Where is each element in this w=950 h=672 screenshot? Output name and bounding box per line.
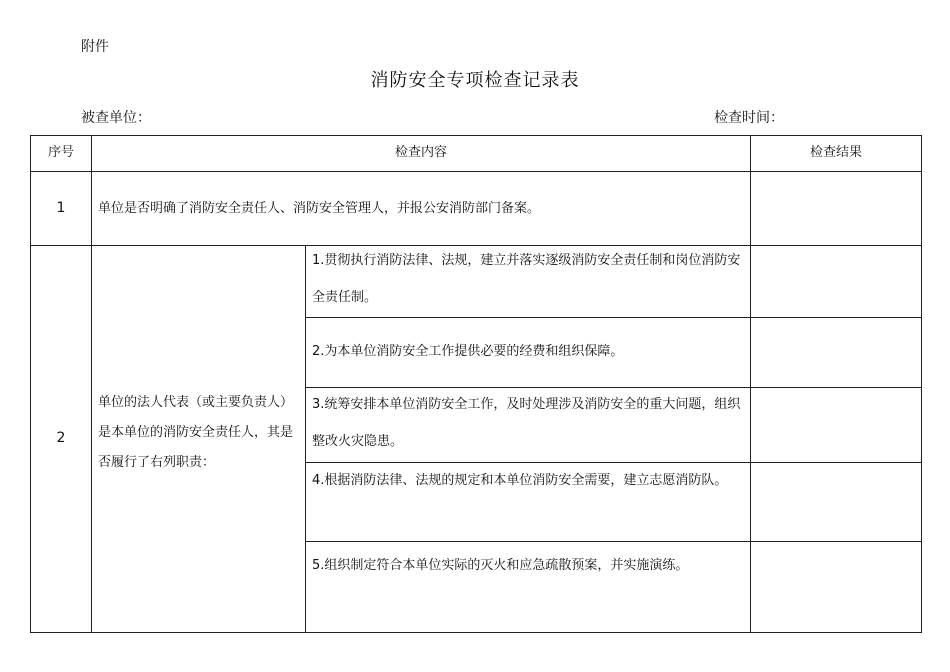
row-2-item-3-result[interactable] — [751, 388, 921, 461]
row-2-item-3: 3.统筹安排本单位消防安全工作，及时处理涉及消防安全的重大问题，组织整改火灾隐患。 — [312, 397, 741, 449]
col-header-content: 检查内容 — [394, 145, 447, 160]
row-2-item-2-result[interactable] — [751, 318, 921, 386]
col-header-seq: 序号 — [47, 145, 74, 160]
inspected-unit-label: 被查单位： — [81, 110, 151, 126]
row-2-item-5: 5.组织制定符合本单位实际的灭火和应急疏散预案，并实施演练。 — [312, 558, 689, 573]
row-2-content: 单位的法人代表（或主要负责人）是本单位的消防安全责任人，其是否履行了右列职责： — [98, 395, 294, 470]
row-2-seq: 2 — [56, 430, 66, 446]
row-1-content: 单位是否明确了消防安全责任人、消防安全管理人，并报公安消防部门备案。 — [98, 201, 541, 216]
col-header-result: 检查结果 — [809, 145, 862, 160]
inspection-time-label: 检查时间： — [714, 110, 784, 126]
row-2-item-1-result[interactable] — [751, 246, 921, 316]
attachment-label: 附件 — [81, 39, 109, 55]
page-title: 消防安全专项检查记录表 — [370, 70, 580, 91]
row-2-item-5-result[interactable] — [751, 542, 921, 631]
row-2-item-2: 2.为本单位消防安全工作提供必要的经费和组织保障。 — [312, 344, 624, 359]
row-2-item-4-result[interactable] — [751, 463, 921, 540]
row-2-item-4: 4.根据消防法律、法规的规定和本单位消防安全需要，建立志愿消防队。 — [312, 473, 728, 488]
row-1-seq: 1 — [56, 200, 66, 216]
row-2-item-1: 1.贯彻执行消防法律、法规，建立并落实逐级消防安全责任制和岗位消防安全责任制。 — [312, 253, 741, 305]
